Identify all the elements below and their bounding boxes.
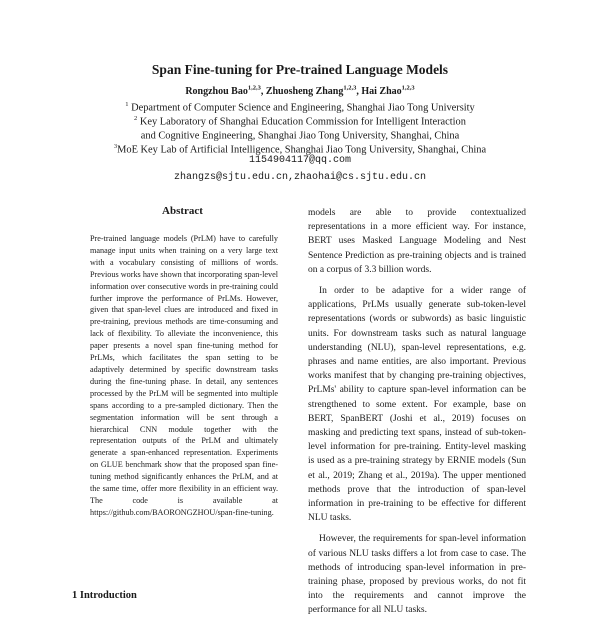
author-name: Zhuosheng Zhang bbox=[265, 86, 344, 98]
body-paragraph: However, the requirements for span-level information of various NLU tasks differs a lot from case to case. The methods of introducing span-level information in pre-training phase, proposed by previous works, do not fit into the requirements and cannot improve the performance for all NLU tasks. bbox=[308, 534, 526, 616]
author-email: 1154904117@qq.com bbox=[248, 155, 352, 166]
author-affiliation-mark: 1,2,3 bbox=[247, 85, 261, 92]
body-paragraph: In order to be adaptive for a wider range of applications, PrLMs usually generate sub-token-level representations (words or subwords) as basic linguistic units. For downstream tasks such as natural language understanding (NLU), span-level representations, e.g. phrases and name entities, are also important. Previous works manifest that by changing pre-training objectives, PrLMs' ability to capture span-level information can be strengthened to some extent. For example, base on BERT, SpanBERT (Joshi et al., 2019) focuses on masking and predicting text spans, instead of sub-token-level information for pre-training. Entity-level masking is used as a pre-training strategy by ERNIE models (Sun et al., 2019; Zhang et al., 2019a). The upper mentioned methods prove that the introduction of span-level information in pre-training to be effective for different NLU tasks. bbox=[308, 286, 526, 524]
author-name: Rongzhou Bao bbox=[185, 86, 248, 98]
author-name: Hai Zhao bbox=[361, 86, 402, 98]
affiliation-mark: 1 bbox=[125, 101, 129, 108]
affiliation-text: Key Laboratory of Shanghai Education Commission for Intelligent Interaction bbox=[137, 116, 466, 128]
abstract-text: Pre-trained language models (PrLM) have to carefully manage input units when training on a very large text with a vocabulary consisting of millions of words. Previous works have shown that incorporating span-level information over consecutive words in pre-training could further improve the performance of PrLMs. However, given that span-level clues are introduced and fixed in pre-training, previous methods are time-consuming and lack of flexibility. To alleviate the inconvenience, this paper presents a novel span fine-tuning method for PrLMs, which facilitates the span setting to be adaptively determined by specific downstream tasks during the fine-tuning phase. In detail, any sentences processed by the PrLM will be segmented into multiple spans according to a pre-sampled dictionary. Then the segmentation information will be sent through a hierarchical CNN module together with the representation outputs of the PrLM and ultimately generate a span-enhanced representation. Experiments on GLUE benchmark show that the proposed span fine-tuning method significantly enhances the PrLM, and at the same time, offer more flexibility in an efficient way. The code is available at https://github.com/BAORONGZHOU/span-fine-tuning. bbox=[90, 234, 278, 517]
author-affiliation-mark: 1,2,3 bbox=[343, 85, 357, 92]
author: Rongzhou Bao$^{1,2,3}$, bbox=[185, 85, 266, 98]
affiliation-text: Department of Computer Science and Engineering, Shanghai Jiao Tong University bbox=[128, 102, 475, 114]
author-affiliation-mark: 1,2,3 bbox=[401, 85, 415, 92]
affiliation-mark: 2 bbox=[134, 115, 138, 122]
affiliation-mark: 3 bbox=[113, 143, 118, 150]
body-paragraph: models are able to provide contextualized representations in a more efficient way. For instance, BERT uses Masked Language Modeling and Nest Sentence Prediction as pre-training objects and is trained on a corpus of 3.3 billion words. bbox=[308, 208, 526, 275]
body-right-column bbox=[308, 206, 526, 618]
author-list bbox=[0, 85, 600, 97]
section-heading: 1 Introduction bbox=[72, 590, 137, 601]
abstract-heading: Abstract bbox=[162, 205, 203, 217]
affiliation-text: and Cognitive Engineering, Shanghai Jiao Tong University, Shanghai, China bbox=[140, 130, 460, 142]
paper-title: Span Fine-tuning for Pre-trained Language Models bbox=[151, 62, 449, 77]
author: Zhuosheng Zhang$^{1,2,3}$, bbox=[265, 85, 362, 98]
author-email: zhangzs@sjtu.edu.cn,zhaohai@cs.sjtu.edu.cn bbox=[173, 172, 427, 183]
author bbox=[361, 86, 414, 97]
affiliation-text: MoE Key Lab of Artificial Intelligence, Shanghai Jiao Tong University, Shanghai, China bbox=[117, 144, 487, 156]
